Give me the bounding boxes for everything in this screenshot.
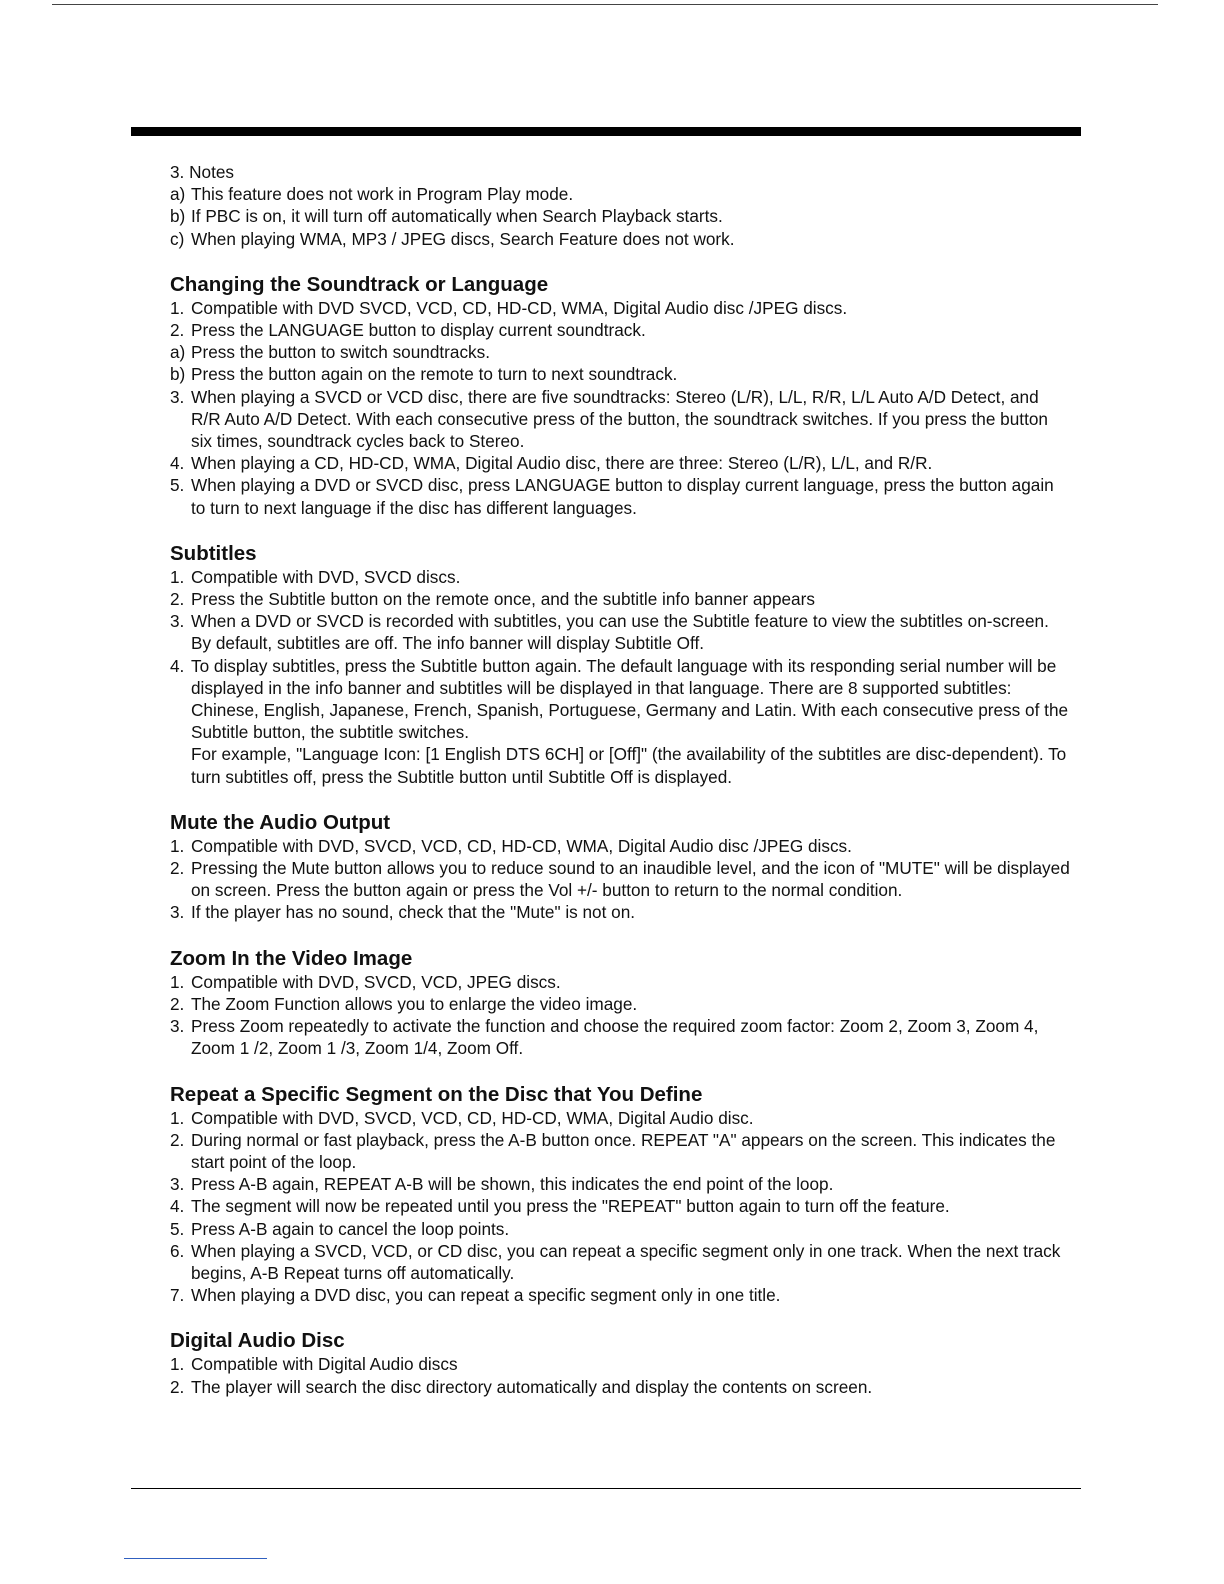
item-text: Press A-B again, REPEAT A-B will be shown, this indicates the end point of the loop. [191,1174,834,1195]
item-number: 5. [170,475,185,496]
list-item [170,1376,1070,1398]
item-number: 3. [170,611,185,632]
item-number: 1. [170,835,185,856]
item-text: Press the LANGUAGE button to display current soundtrack. [191,320,646,341]
list-item [170,1284,1070,1306]
list-item [170,857,1070,901]
page-content [170,161,1070,1398]
list-item [170,655,1070,788]
list-item [170,1195,1070,1217]
item-text-example: For example, "Language Icon: [1 English DTS 6CH] or [Off]" (the availability of the subtitles are disc-dependent). To turn subtitles off, press the Subtitle button until Subtitle Off is displayed. [191,744,1067,787]
list-item [170,183,1070,205]
item-number: 2. [170,1129,185,1150]
list-item [170,1107,1070,1129]
item-text: If PBC is on, it will turn off automatically when Search Playback starts. [191,206,723,227]
item-number: 2. [170,589,185,610]
item-text: When playing a DVD disc, you can repeat a specific segment only in one title. [191,1285,781,1306]
list-item [170,610,1070,654]
item-number: 4. [170,453,185,474]
item-text: This feature does not work in Program Play mode. [191,184,574,205]
item-text: Compatible with DVD, SVCD, VCD, JPEG discs. [191,971,561,992]
item-number: 6. [170,1240,185,1261]
top-rule [52,4,1158,5]
item-text: Compatible with DVD, SVCD, VCD, CD, HD-CD, WMA, Digital Audio disc /JPEG discs. [191,835,852,856]
notes-title: 3. Notes [170,162,235,182]
notes-block [170,161,1070,250]
item-number: 4. [170,655,185,676]
item-number: 2. [170,320,185,341]
item-text: The player will search the disc directory automatically and display the contents on screen. [191,1376,873,1397]
item-text: Compatible with DVD, SVCD discs. [191,566,461,587]
item-number: 1. [170,1354,185,1375]
section-subtitles [170,542,1070,788]
item-number: 3. [170,386,185,407]
list-item [170,474,1070,518]
section-repeat [170,1083,1070,1307]
item-text: When playing a SVCD, VCD, or CD disc, you can repeat a specific segment only in one track. When the next track begins, A-B Repeat turns off automatically. [191,1240,1061,1283]
item-text: During normal or fast playback, press the A-B button once. REPEAT "A" appears on the screen. This indicates the start point of the loop. [191,1129,1056,1172]
bottom-rule [131,1488,1081,1489]
list-item [170,205,1070,227]
item-number: b) [170,364,186,385]
section-title: Subtitles [170,541,257,565]
list-item [170,1129,1070,1173]
item-number: 1. [170,971,185,992]
item-text: Compatible with Digital Audio discs [191,1354,458,1375]
item-text: If the player has no sound, check that the "Mute" is not on. [191,902,636,923]
item-text: Press the button again on the remote to turn to next soundtrack. [191,364,678,385]
list-item [170,297,1070,319]
item-number: 2. [170,993,185,1014]
section-digital-audio [170,1329,1070,1397]
item-text: Press the Subtitle button on the remote once, and the subtitle info banner appears [191,589,815,610]
list-item [170,228,1070,250]
item-number: 1. [170,297,185,318]
header-bar [131,127,1081,136]
item-number: a) [170,184,186,205]
list-item [170,835,1070,857]
item-text: Compatible with DVD SVCD, VCD, CD, HD-CD, WMA, Digital Audio disc /JPEG discs. [191,297,848,318]
list-item [170,1353,1070,1375]
item-number: 2. [170,1376,185,1397]
item-text: When playing a CD, HD-CD, WMA, Digital Audio disc, there are three: Stereo (L/R), L/L, and R/R. [191,453,933,474]
item-number: b) [170,206,186,227]
item-text: Press the button to switch soundtracks. [191,342,491,363]
list-item [170,1173,1070,1195]
item-number: 1. [170,1107,185,1128]
list-item [170,319,1070,341]
item-text: When playing WMA, MP3 / JPEG discs, Search Feature does not work. [191,228,735,249]
item-number: 3. [170,902,185,923]
item-text: When playing a DVD or SVCD disc, press LANGUAGE button to display current language, press the button again to turn to next language if the disc has different languages. [191,475,1054,518]
section-title: Mute the Audio Output [170,810,391,834]
item-number: 3. [170,1016,185,1037]
item-number: c) [170,228,185,249]
list-item [170,452,1070,474]
footer-link-underline [124,1558,267,1559]
item-number: 2. [170,858,185,879]
item-text: Compatible with DVD, SVCD, VCD, CD, HD-CD, WMA, Digital Audio disc. [191,1107,754,1128]
section-mute [170,811,1070,924]
item-text: When playing a SVCD or VCD disc, there are five soundtracks: Stereo (L/R), L/L, R/R, L/L Auto A/D Detect, and R/R Auto A/D Detect. With each consecutive press of the button, the soundtrack switches. If you press the button six times, soundtrack cycles back to Stereo. [191,386,1048,452]
item-text: When a DVD or SVCD is recorded with subtitles, you can use the Subtitle feature to view the subtitles on-screen. By default, subtitles are off. The info banner will display Subtitle Off. [191,611,1049,654]
item-number: a) [170,342,186,363]
list-item [170,1015,1070,1059]
list-item [170,386,1070,453]
list-item [170,993,1070,1015]
list-item [170,363,1070,385]
item-number: 3. [170,1174,185,1195]
item-text: To display subtitles, press the Subtitle button again. The default language with its responding serial number will be displayed in the info banner and subtitles will be displayed in that language. There are 8 supported subtitles: Chinese, English, Japanese, French, Spanish, Portuguese, Germany and Latin. With each consecutive press of the Subtitle button, the subtitle switches. [191,655,1069,743]
list-item [170,566,1070,588]
section-title: Changing the Soundtrack or Language [170,272,549,296]
section-title: Digital Audio Disc [170,1329,345,1353]
item-number: 5. [170,1218,185,1239]
list-item [170,971,1070,993]
list-item [170,341,1070,363]
section-zoom [170,947,1070,1060]
section-soundtrack [170,273,1070,519]
section-title: Zoom In the Video Image [170,946,413,970]
item-text: The segment will now be repeated until you press the "REPEAT" button again to turn off the feature. [191,1196,950,1217]
section-title: Repeat a Specific Segment on the Disc that You Define [170,1082,703,1106]
item-text: Pressing the Mute button allows you to reduce sound to an inaudible level, and the icon of "MUTE" will be displayed on screen. Press the button again or press the Vol +/- button to return to the normal condition. [191,858,1070,901]
item-text: Press Zoom repeatedly to activate the function and choose the required zoom factor: Zoom 2, Zoom 3, Zoom 4, Zoom 1 /2, Zoom 1 /3, Zoom 1/4, Zoom Off. [191,1016,1039,1059]
item-number: 7. [170,1285,185,1306]
item-text: Press A-B again to cancel the loop points. [191,1218,510,1239]
list-item [170,1240,1070,1284]
item-number: 4. [170,1196,185,1217]
list-item [170,1218,1070,1240]
list-item [170,588,1070,610]
list-item [170,901,1070,923]
item-number: 1. [170,566,185,587]
item-text-group [191,655,1070,788]
item-text: The Zoom Function allows you to enlarge the video image. [191,993,638,1014]
